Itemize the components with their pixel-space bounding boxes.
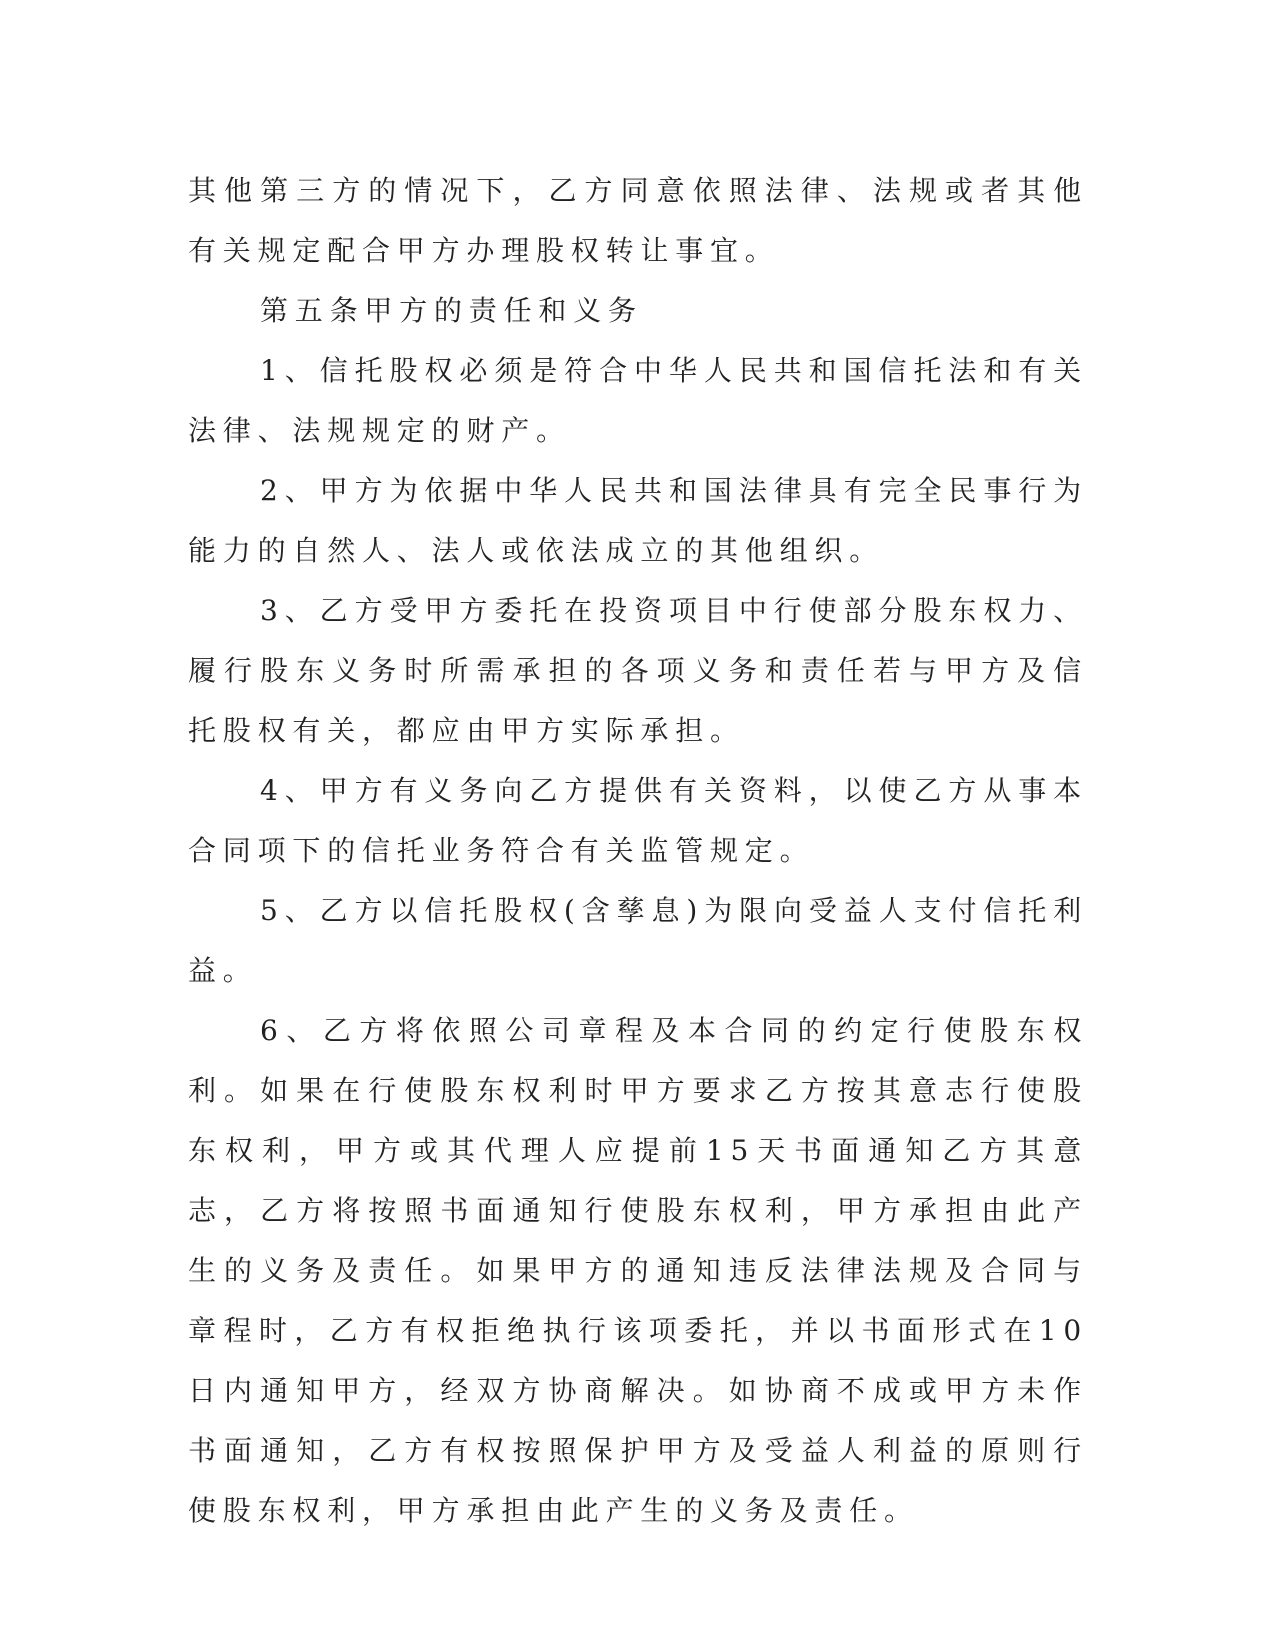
document-body [188,161,1088,1541]
clause-2: 2、甲方为依据中华人民共和国法律具有完全民事行为能力的自然人、法人或依法成立的其他组织。 [188,474,1088,567]
section-heading: 第五条甲方的责任和义务 [260,294,643,327]
clause-3: 3、乙方受甲方委托在投资项目中行使部分股东权力、履行股东义务时所需承担的各项义务和责任若与甲方及信托股权有关，都应由甲方实际承担。 [188,594,1088,747]
clause-6: 6、乙方将依照公司章程及本合同的约定行使股东权利。如果在行使股东权利时甲方要求乙方按其意志行使股东权利，甲方或其代理人应提前15天书面通知乙方其意志，乙方将按照书面通知行使股东权利，甲方承担由此产生的义务及责任。如果甲方的通知违反法律法规及合同与章程时，乙方有权拒绝执行该项委托，并以书面形式在10日内通知甲方，经双方协商解决。如协商不成或甲方未作书面通知，乙方有权按照保护甲方及受益人利益的原则行使股东权利，甲方承担由此产生的义务及责任。 [188,1014,1088,1527]
clause-1: 1、信托股权必须是符合中华人民共和国信托法和有关法律、法规规定的财产。 [188,354,1088,447]
paragraph-continuation: 其他第三方的情况下，乙方同意依照法律、法规或者其他有关规定配合甲方办理股权转让事宜。 [188,174,1088,267]
clause-5: 5、乙方以信托股权(含孳息)为限向受益人支付信托利益。 [188,894,1088,987]
clause-4: 4、甲方有义务向乙方提供有关资料，以使乙方从事本合同项下的信托业务符合有关监管规定。 [188,774,1088,867]
